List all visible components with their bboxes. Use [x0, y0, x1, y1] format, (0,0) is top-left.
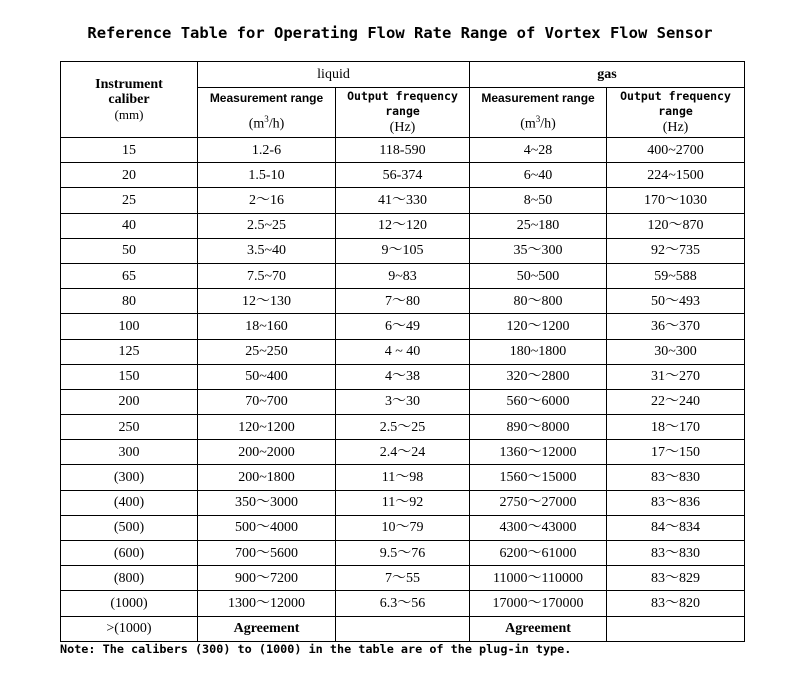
cell-liquid-frequency: 4 ~ 40 [336, 339, 470, 364]
cell-gas-range: 4300～43000 [470, 515, 607, 540]
table-row [61, 213, 745, 238]
cell-liquid-range: 1300～12000 [198, 591, 336, 616]
cell-gas-range: 11000～110000 [470, 566, 607, 591]
cell-caliber: >(1000) [61, 616, 198, 641]
cell-liquid-frequency: 12～120 [336, 213, 470, 238]
cell-gas-frequency: 120～870 [607, 213, 745, 238]
cell-gas-range: 320～2800 [470, 364, 607, 389]
cell-liquid-frequency: 3～30 [336, 389, 470, 414]
cell-gas-range: 180~1800 [470, 339, 607, 364]
cell-liquid-range: 18~160 [198, 314, 336, 339]
header-liquid-measurement-range: Measurement range $(m^3/h)$ [198, 88, 336, 138]
table-row [61, 339, 745, 364]
cell-gas-range: 1560～15000 [470, 465, 607, 490]
header-gas-output-frequency: Output frequency range (Hz) [607, 88, 745, 138]
cell-liquid-range: 500～4000 [198, 515, 336, 540]
cell-liquid-agreement: Agreement [198, 616, 336, 641]
cell-gas-frequency: 18～170 [607, 415, 745, 440]
cell-liquid-frequency: 7～80 [336, 289, 470, 314]
cell-caliber: (1000) [61, 591, 198, 616]
cell-caliber: 150 [61, 364, 198, 389]
table-row [61, 163, 745, 188]
cell-gas-range: 80～800 [470, 289, 607, 314]
caliber-header-line2: caliber [108, 91, 150, 107]
cell-liquid-range: 2～16 [198, 188, 336, 213]
cell-caliber: 100 [61, 314, 198, 339]
cell-liquid-frequency: 6.3～56 [336, 591, 470, 616]
cell-gas-range: 17000～170000 [470, 591, 607, 616]
cell-gas-frequency: 83～836 [607, 490, 745, 515]
cell-liquid-frequency: 11～98 [336, 465, 470, 490]
table-row [61, 188, 745, 213]
table-row [61, 138, 745, 163]
cell-caliber: 15 [61, 138, 198, 163]
table-row-agreement [61, 616, 745, 641]
cell-liquid-range: 7.5~70 [198, 263, 336, 288]
cell-liquid-frequency: 41～330 [336, 188, 470, 213]
table-row [61, 465, 745, 490]
cell-caliber: (300) [61, 465, 198, 490]
cell-caliber: (600) [61, 541, 198, 566]
cell-liquid-range: 200~1800 [198, 465, 336, 490]
cell-caliber: 50 [61, 238, 198, 263]
table-row [61, 289, 745, 314]
cell-liquid-frequency: 10～79 [336, 515, 470, 540]
cell-gas-range: 1360～12000 [470, 440, 607, 465]
cell-gas-frequency: 83～830 [607, 541, 745, 566]
cell-gas-frequency: 59~588 [607, 263, 745, 288]
caliber-header-line1: Instrument [95, 76, 163, 92]
table-row [61, 440, 745, 465]
cell-gas-frequency: 31～270 [607, 364, 745, 389]
table-row [61, 591, 745, 616]
cell-liquid-range: 120~1200 [198, 415, 336, 440]
cell-gas-frequency: 30~300 [607, 339, 745, 364]
cell-gas-range: 2750～27000 [470, 490, 607, 515]
cell-liquid-frequency: 56-374 [336, 163, 470, 188]
cell-gas-range: 6200～61000 [470, 541, 607, 566]
cell-caliber: 25 [61, 188, 198, 213]
cell-liquid-range: 200~2000 [198, 440, 336, 465]
cell-caliber: 65 [61, 263, 198, 288]
cell-liquid-frequency: 9.5～76 [336, 541, 470, 566]
cell-gas-range: 50~500 [470, 263, 607, 288]
cell-caliber: (500) [61, 515, 198, 540]
cell-liquid-frequency-empty [336, 616, 470, 641]
cell-liquid-frequency: 4～38 [336, 364, 470, 389]
cell-caliber: 20 [61, 163, 198, 188]
cell-liquid-frequency: 9～105 [336, 238, 470, 263]
cell-gas-frequency: 83～829 [607, 566, 745, 591]
cell-gas-frequency: 224~1500 [607, 163, 745, 188]
cell-caliber: 125 [61, 339, 198, 364]
cell-liquid-frequency: 2.5～25 [336, 415, 470, 440]
cell-gas-frequency: 400~2700 [607, 138, 745, 163]
cell-caliber: 300 [61, 440, 198, 465]
table-row [61, 364, 745, 389]
cell-gas-range: 4~28 [470, 138, 607, 163]
cell-gas-range: 25~180 [470, 213, 607, 238]
table-row [61, 389, 745, 414]
cell-gas-frequency: 83～820 [607, 591, 745, 616]
cell-gas-frequency: 84～834 [607, 515, 745, 540]
caliber-unit: (mm) [114, 106, 144, 122]
cell-liquid-range: 1.2-6 [198, 138, 336, 163]
cell-gas-range: 560～6000 [470, 389, 607, 414]
table-row [61, 415, 745, 440]
header-liquid-output-frequency: Output frequency range (Hz) [336, 88, 470, 138]
cell-gas-range: 6~40 [470, 163, 607, 188]
cell-gas-range: 120～1200 [470, 314, 607, 339]
cell-gas-frequency: 170～1030 [607, 188, 745, 213]
cell-caliber: (400) [61, 490, 198, 515]
cell-liquid-range: 25~250 [198, 339, 336, 364]
cell-liquid-frequency: 9~83 [336, 263, 470, 288]
cell-liquid-frequency: 7～55 [336, 566, 470, 591]
cell-gas-range: 35～300 [470, 238, 607, 263]
cell-caliber: 200 [61, 389, 198, 414]
footnote: Note: The calibers (300) to (1000) in the table are of the plug-in type. [60, 642, 572, 656]
cell-gas-frequency: 17～150 [607, 440, 745, 465]
table-row [61, 238, 745, 263]
header-gas-measurement-range: Measurement range $(m^3/h)$ [470, 88, 607, 138]
table-row [61, 515, 745, 540]
cell-gas-range: 8~50 [470, 188, 607, 213]
cell-gas-range: 890～8000 [470, 415, 607, 440]
cell-gas-frequency: 83～830 [607, 465, 745, 490]
cell-liquid-range: 70~700 [198, 389, 336, 414]
cell-liquid-range: 2.5~25 [198, 213, 336, 238]
cell-liquid-frequency: 11～92 [336, 490, 470, 515]
cell-gas-frequency: 92～735 [607, 238, 745, 263]
cell-caliber: 250 [61, 415, 198, 440]
cell-liquid-frequency: 6～49 [336, 314, 470, 339]
table-row [61, 541, 745, 566]
cell-gas-frequency: 36～370 [607, 314, 745, 339]
cell-liquid-range: 350～3000 [198, 490, 336, 515]
cell-gas-frequency-empty [607, 616, 745, 641]
table-row [61, 490, 745, 515]
cell-gas-frequency: 50～493 [607, 289, 745, 314]
cell-caliber: 40 [61, 213, 198, 238]
header-instrument-caliber [61, 62, 198, 138]
cell-gas-frequency: 22～240 [607, 389, 745, 414]
table-row [61, 566, 745, 591]
cell-liquid-frequency: 118-590 [336, 138, 470, 163]
cell-caliber: 80 [61, 289, 198, 314]
page-title: Reference Table for Operating Flow Rate Range of Vortex Flow Sensor [87, 24, 713, 42]
cell-liquid-range: 900～7200 [198, 566, 336, 591]
header-gas: gas [470, 62, 745, 88]
cell-liquid-range: 12～130 [198, 289, 336, 314]
cell-liquid-range: 50~400 [198, 364, 336, 389]
flow-range-table [60, 61, 745, 642]
cell-caliber: (800) [61, 566, 198, 591]
cell-gas-agreement: Agreement [470, 616, 607, 641]
header-row-groups [61, 62, 745, 88]
table-row [61, 314, 745, 339]
header-liquid: liquid [198, 62, 470, 88]
cell-liquid-range: 3.5~40 [198, 238, 336, 263]
cell-liquid-frequency: 2.4～24 [336, 440, 470, 465]
table-row [61, 263, 745, 288]
cell-liquid-range: 700～5600 [198, 541, 336, 566]
cell-liquid-range: 1.5-10 [198, 163, 336, 188]
